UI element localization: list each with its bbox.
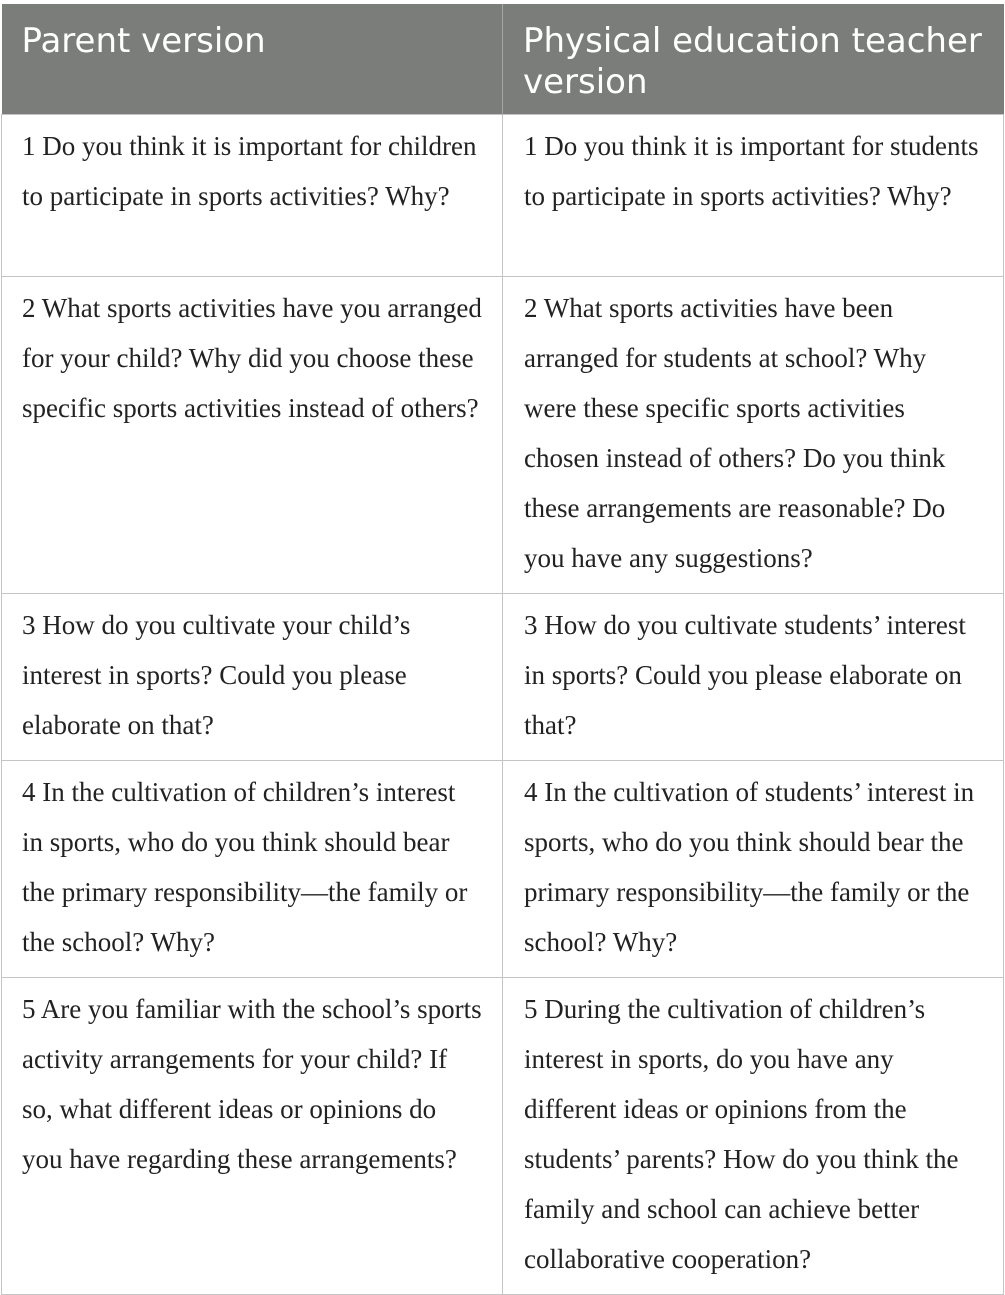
parent-question-2: 2 What sports activities have you arranged for your child? Why did you choose these specific sports activities instead of others? bbox=[2, 276, 503, 593]
table-row bbox=[2, 276, 1004, 593]
table-row bbox=[2, 760, 1004, 977]
teacher-question-5: 5 During the cultivation of children’s interest in sports, do you have any different ideas or opinions from the students’ parents? How do you think the family and school can achieve better collaborative cooperation? bbox=[503, 977, 1004, 1294]
parent-question-1: 1 Do you think it is important for children to participate in sports activities? Why? bbox=[2, 114, 503, 276]
table-body bbox=[2, 114, 1004, 1294]
table-row bbox=[2, 114, 1004, 276]
parent-question-5: 5 Are you familiar with the school’s sports activity arrangements for your child? If so, what different ideas or opinions do you have regarding these arrangements? bbox=[2, 977, 503, 1294]
interview-table-container bbox=[1, 4, 1003, 1295]
header-teacher-version: Physical education teacher version bbox=[503, 4, 1004, 114]
header-parent-version: Parent version bbox=[2, 4, 503, 114]
parent-question-3: 3 How do you cultivate your child’s interest in sports? Could you please elaborate on that? bbox=[2, 593, 503, 760]
table-row bbox=[2, 977, 1004, 1294]
table-row bbox=[2, 593, 1004, 760]
teacher-question-3: 3 How do you cultivate students’ interest in sports? Could you please elaborate on that? bbox=[503, 593, 1004, 760]
interview-questions-table bbox=[1, 4, 1004, 1295]
teacher-question-1: 1 Do you think it is important for students to participate in sports activities? Why? bbox=[503, 114, 1004, 276]
header-row bbox=[2, 4, 1004, 114]
parent-question-4: 4 In the cultivation of children’s interest in sports, who do you think should bear the primary responsibility—the family or the school? Why? bbox=[2, 760, 503, 977]
table-header bbox=[2, 4, 1004, 114]
teacher-question-4: 4 In the cultivation of students’ interest in sports, who do you think should bear the primary responsibility—the family or the school? Why? bbox=[503, 760, 1004, 977]
teacher-question-2: 2 What sports activities have been arranged for students at school? Why were these specific sports activities chosen instead of others? Do you think these arrangements are reasonable? Do you have any suggestions? bbox=[503, 276, 1004, 593]
